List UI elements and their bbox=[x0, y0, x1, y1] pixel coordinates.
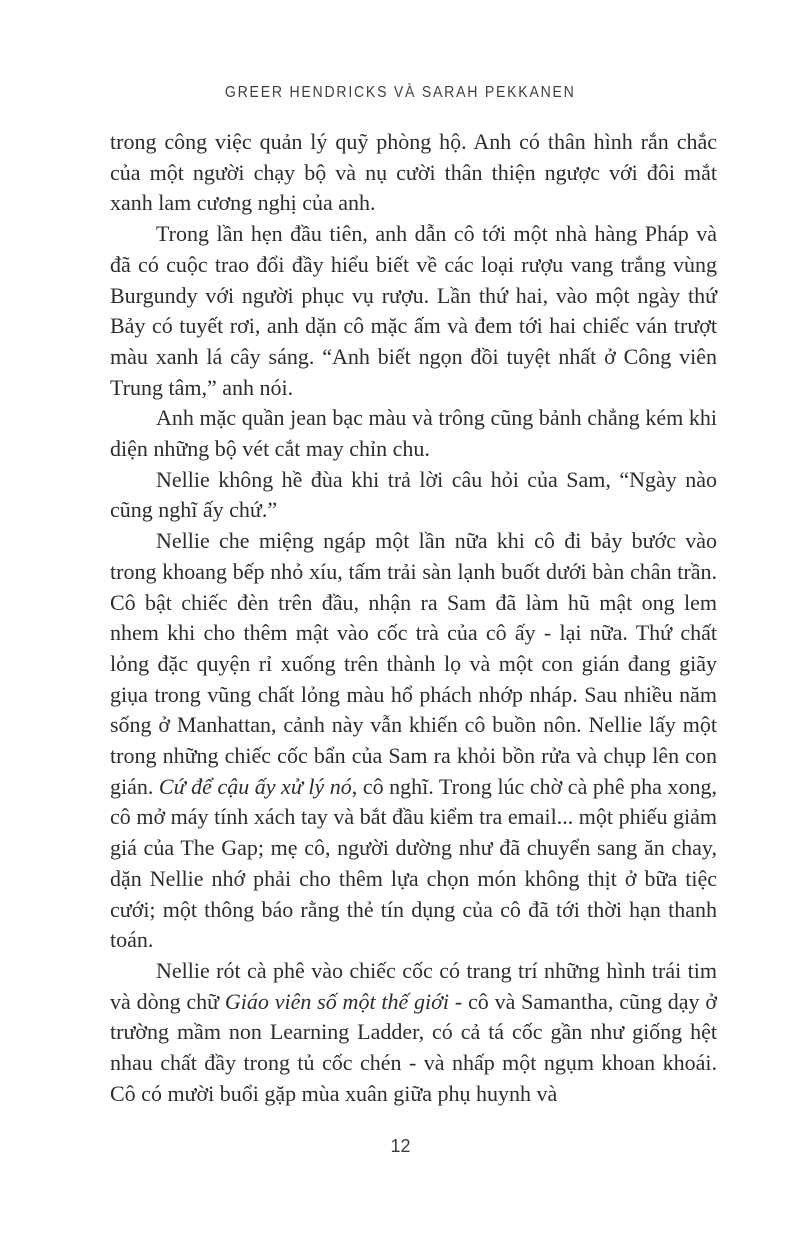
paragraph bbox=[110, 219, 717, 403]
paragraph bbox=[110, 127, 717, 219]
text-run: trong công việc quản lý quỹ phòng hộ. Anh có thân hình rắn chắc của một người chạy bộ và nụ cười thân thiện ngược với đôi mắt xanh lam cương nghị của anh. bbox=[110, 129, 717, 216]
paragraph bbox=[110, 465, 717, 526]
running-head-text: GREER HENDRICKS VÀ SARAH PEKKANEN bbox=[225, 84, 576, 101]
running-head bbox=[0, 84, 801, 102]
paragraph bbox=[110, 956, 717, 1110]
text-run: - cô và Samantha, cũng dạy ở trường mầm non Learning Ladder, có cả tá cốc gần như giống hệt nhau chất đầy trong tủ cốc chén - và nhấp một ngụm khoan khoái. Cô có mười buổi gặp mùa xuân giữa phụ huynh và bbox=[110, 988, 718, 1106]
paragraph bbox=[110, 526, 717, 956]
page-number: 12 bbox=[390, 1136, 411, 1156]
text-run: Nellie không hề đùa khi trả lời câu hỏi của Sam, “Ngày nào cũng nghĩ ấy chứ.” bbox=[110, 466, 717, 523]
body-text bbox=[110, 127, 717, 1110]
text-run: Anh mặc quần jean bạc màu và trông cũng bảnh chẳng kém khi diện những bộ vét cắt may chỉn chu. bbox=[110, 405, 717, 462]
text-run: Nellie che miệng ngáp một lần nữa khi cô đi bảy bước vào trong khoang bếp nhỏ xíu, tấm trải sàn lạnh buốt dưới bàn chân trần. Cô bật chiếc đèn trên đầu, nhận ra Sam đã làm hũ mật ong lem nhem khi cho thêm mật vào cốc trà của cô ấy - lại nữa. Thứ chất lỏng đặc quyện rỉ xuống trên thành lọ và một con gián đang giãy giụa trong vũng chất lỏng màu hổ phách nhớp nháp. Sau nhiều năm sống ở Manhattan, cảnh này vẫn khiến cô buồn nôn. Nellie lấy một trong những chiếc cốc bẩn của Sam ra khỏi bồn rửa và chụp lên con gián. bbox=[110, 528, 717, 799]
paragraph bbox=[110, 403, 717, 464]
text-run: Nellie rót cà phê vào chiếc cốc có trang trí những hình trái tim và dòng chữ bbox=[110, 957, 717, 1014]
text-run: Trong lần hẹn đầu tiên, anh dẫn cô tới một nhà hàng Pháp và đã có cuộc trao đổi đầy hiểu biết về các loại rượu vang trắng vùng Burgundy với người phục vụ rượu. Lần thứ hai, vào một ngày thứ Bảy có tuyết rơi, anh dặn cô mặc ấm và đem tới hai chiếc ván trượt màu xanh lá cây sáng. “Anh biết ngọn đồi tuyệt nhất ở Công viên Trung tâm,” anh nói. bbox=[110, 221, 717, 400]
italic-text-run: Cứ để cậu ấy xử lý nó bbox=[158, 773, 352, 799]
italic-text-run: Giáo viên số một thế giới bbox=[224, 988, 450, 1014]
text-run: , cô nghĩ. Trong lúc chờ cà phê pha xong, cô mở máy tính xách tay và bắt đầu kiểm tra email... một phiếu giảm giá của The Gap; mẹ cô, người dường như đã chuyển sang ăn chay, dặn Nellie nhớ phải cho thêm lựa chọn món không thịt ở bữa tiệc cưới; một thông báo rằng thẻ tín dụng của cô đã tới thời hạn thanh toán. bbox=[110, 773, 717, 953]
